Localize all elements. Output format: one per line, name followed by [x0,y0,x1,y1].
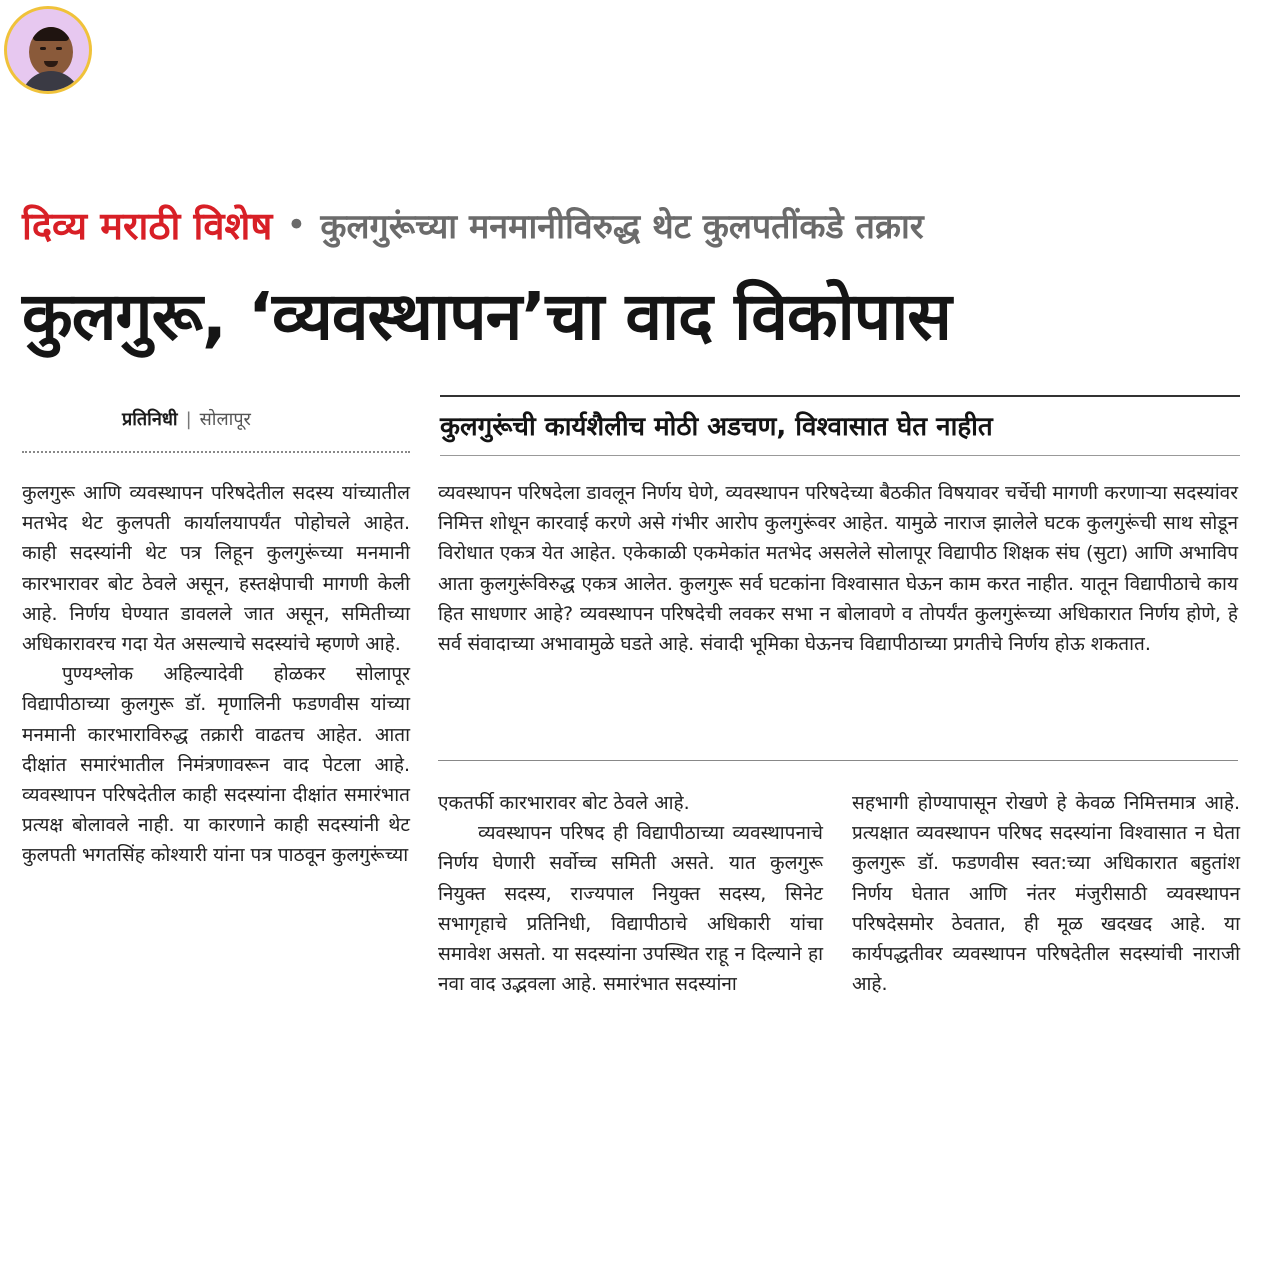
paragraph: कुलगुरू आणि व्यवस्थापन परिषदेतील सदस्य यांच्यातील मतभेद थेट कुलपती कार्यालयापर्यंत पोहोचले आहेत. काही सदस्यांनी थेट पत्र लिहून कुलगुरूंच्या मनमानी कारभारावर बोट ठेवले असून, हस्तक्षेपाची मागणी केली आहे. निर्णय घेण्यात डावलले जात असून, समितीच्या अधिकारावरच गदा येत असल्याचे सदस्यांचे म्हणणे आहे. [22,482,410,656]
paragraph: पुण्यश्लोक अहिल्यादेवी होळकर सोलापूर विद्यापीठाच्या कुलगुरू डॉ. मृणालिनी फडणवीस यांच्या मनमानी कारभाराविरुद्ध तक्रारी वाढतच आहेत. आता दीक्षांत समारंभातील निमंत्रणावरून वाद पेटला आहे. व्यवस्थापन परिषदेतील काही सदस्यांना दीक्षांत समारंभात प्रत्यक्ष बोलावले नाही. या कारणाने काही सदस्यांनी थेट कुलपती भगतसिंह कोश्यारी यांना पत्र पाठवून कुलगुरूंच्या [22,663,410,867]
column-3 [852,788,1240,999]
byline [122,407,251,431]
paragraph: एकतर्फी कारभारावर बोट ठेवले आहे. [438,792,690,814]
subhead-rule-bottom [440,455,1240,456]
avatar-shirt [21,71,81,94]
subhead: कुलगुरूंची कार्यशैलीच मोठी अडचण, विश्वासात घेत नाहीत [440,412,993,442]
byline-divider [22,451,410,453]
byline-separator: | [185,409,192,430]
subhead-rule-top [440,395,1240,397]
kicker-bullet: • [286,205,307,245]
headline: कुलगुरू, ‘व्यवस्थापन’चा वाद विकोपास [22,278,951,355]
kicker-subtitle: कुलगुरूंच्या मनमानीविरुद्ध थेट कुलपतींकडे तक्रार [320,207,924,247]
avatar-face [29,27,73,77]
byline-place: सोलापूर [199,409,251,430]
kicker-line [22,195,1242,255]
paragraph: व्यवस्थापन परिषद ही विद्यापीठाच्या व्यवस्थापनाचे निर्णय घेणारी सर्वोच्च समिती असते. यात कुलगुरू नियुक्त सदस्य, राज्यपाल नियुक्त सदस्य, सिनेट सभागृहाचे प्रतिनिधी, विद्यापीठाचे अधिकारी यांचा समावेश असतो. या सदस्यांना उपस्थित राहू न दिल्याने हा नवा वाद उद्भवला आहे. समारंभात सदस्यांना [438,822,823,996]
author-avatar [4,6,92,94]
kicker-brand: दिव्य मराठी विशेष [22,204,273,248]
section-divider [438,760,1238,761]
paragraph: सहभागी होण्यापासून रोखणे हे केवळ निमित्तमात्र आहे. प्रत्यक्षात व्यवस्थापन परिषद सदस्यांना विश्वासात न घेता कुलगुरू डॉ. फडणवीस स्वत:च्या अधिकारात बहुतांश निर्णय घेतात आणि नंतर मंजुरीसाठी व्यवस्थापन परिषदेसमोर ठेवतात, ही मूळ खदखद आहे. या कार्यपद्धतीवर व्यवस्थापन परिषदेतील सदस्यांची नाराजी आहे. [852,792,1240,996]
paragraph: व्यवस्थापन परिषदेला डावलून निर्णय घेणे, व्यवस्थापन परिषदेच्या बैठकीत विषयावर चर्चेची मागणी करणाऱ्या सदस्यांवर निमित्त शोधून कारवाई करणे असे गंभीर आरोप कुलगुरूंवर आहेत. यामुळे नाराज झालेले घटक कुलगुरूंची साथ सोडून विरोधात एकत्र येत आहेत. एकेकाळी एकमेकांत मतभेद असलेले सोलापूर विद्यापीठ शिक्षक संघ (सुटा) आणि अभाविप आता कुलगुरूंविरुद्ध एकत्र आलेत. कुलगुरू सर्व घटकांना विश्वासात घेऊन काम करत नाहीत. यातून विद्यापीठाचे काय हित साधणार आहे? व्यवस्थापन परिषदेची लवकर सभा न बोलावणे व तोपर्यंत कुलगुरूंच्या अधिकारात निर्णय होणे, हे सर्व संवादाच्या अभावामुळे घडते आहे. संवादी भूमिका घेऊनच विद्यापीठाच्या प्रगतीचे निर्णय होऊ शकतात. [438,482,1238,656]
byline-name: प्रतिनिधी [122,409,178,430]
column-1 [22,478,410,871]
column-2 [438,788,823,999]
column-2-top [438,478,1238,659]
